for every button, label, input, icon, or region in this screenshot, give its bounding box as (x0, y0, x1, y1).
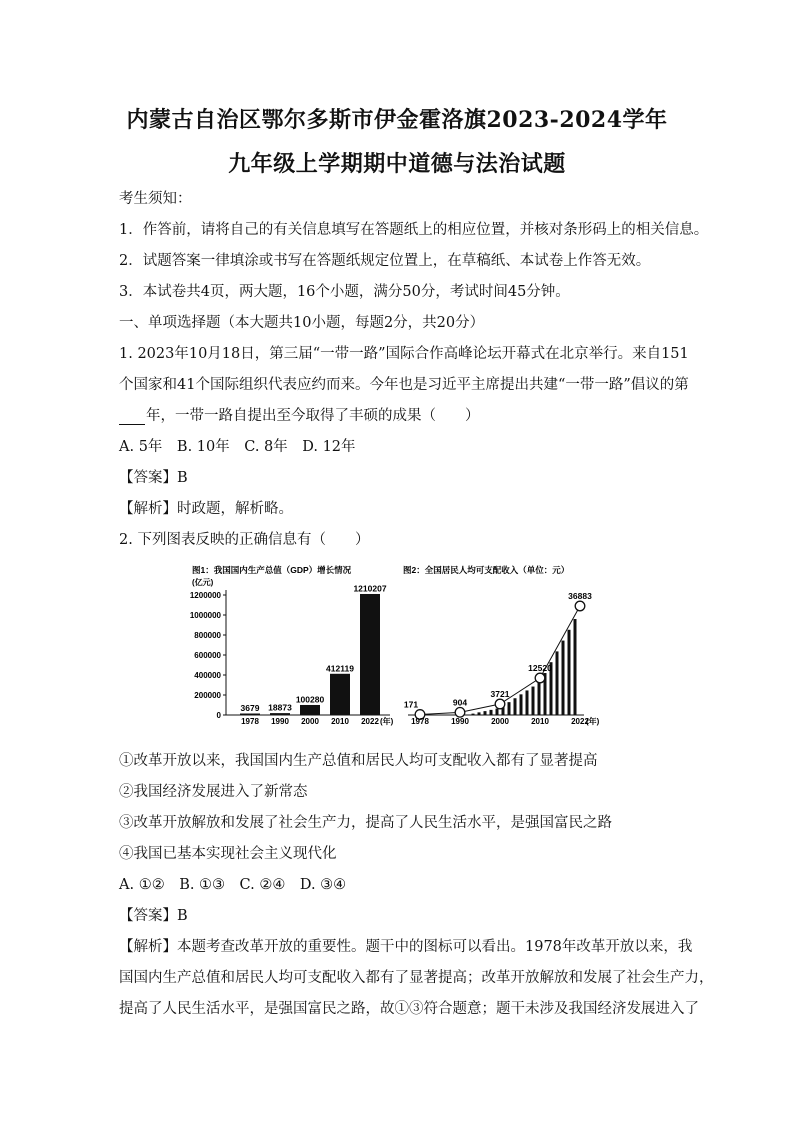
income-stripe (490, 710, 493, 715)
income-stripe (520, 694, 523, 715)
q1-options: A. 5年 B. 10年 C. 8年 D. 12年 (119, 439, 356, 455)
gdp-ytick-label: 1000000 (189, 611, 221, 620)
q1-answer: 【答案】B (119, 470, 188, 486)
notice-item-2: 2．试题答案一律填涂或书写在答题纸规定位置上，在草稿纸、本试卷上作答无效。 (119, 253, 651, 269)
income-value-label: 904 (452, 697, 468, 708)
q2-stem: 2. 下列图表反映的正确信息有（ ） (119, 532, 370, 548)
paper-title-line1: 内蒙古自治区鄂尔多斯市伊金霍洛旗2023-2024学年 (126, 107, 668, 133)
gdp-category-label: 1978 (241, 717, 259, 726)
income-value-label: 3721 (490, 689, 510, 700)
income-stripe (562, 641, 565, 715)
gdp-value-label: 100280 (295, 694, 325, 705)
q1-stem-line1: 1. 2023年10月18日，第三届“一带一路”国际合作高峰论坛开幕式在北京举行。来自151 (119, 346, 689, 362)
gdp-category-label: 2022 (361, 717, 379, 726)
gdp-chart-ylabel: (亿元) (192, 578, 214, 587)
gdp-bar (330, 674, 350, 715)
gdp-ytick-label: 400000 (194, 671, 221, 680)
gdp-value-label: 3679 (240, 703, 260, 713)
gdp-value-label: 1210207 (353, 583, 387, 594)
income-stripe (526, 690, 529, 715)
income-value-label: 36883 (568, 591, 592, 601)
gdp-category-label: 2010 (331, 717, 349, 726)
fill-blank (119, 410, 145, 425)
income-stripe (496, 709, 499, 715)
income-point (575, 601, 585, 611)
income-point (455, 708, 465, 718)
income-category-label: 2000 (491, 717, 509, 726)
q1-stem-line3-text: 年，一带一路自提出至今取得了丰硕的成果（ ） (146, 408, 480, 424)
income-stripe (568, 630, 571, 715)
q2-analysis-line2: 国国内生产总值和居民人均可支配收入都有了显著提高；改革开放解放和发展了社会生产力， (119, 970, 714, 986)
income-value-label: 12520 (528, 662, 552, 673)
q1-analysis: 【解析】时政题，解析略。 (119, 501, 293, 517)
q2-statement-3: ③改革开放解放和发展了社会生产力，提高了人民生活水平，是强国富民之路 (119, 815, 612, 831)
q1-stem-line3 (119, 404, 480, 425)
gdp-ytick-label: 200000 (194, 691, 221, 700)
notice-heading: 考生须知： (119, 191, 192, 207)
income-stripe (532, 687, 535, 715)
gdp-category-label: 2000 (301, 717, 319, 726)
gdp-bar (240, 714, 260, 716)
notice-item-1: 1．作答前，请将自己的有关信息填写在答题纸上的相应位置，并核对条形码上的相关信息。 (119, 222, 709, 238)
gdp-bar-chart (190, 565, 394, 726)
gdp-category-label: 1990 (271, 717, 289, 726)
gdp-ytick-label: 600000 (194, 651, 221, 660)
q2-answer: 【答案】B (119, 908, 188, 924)
income-stripe (472, 714, 475, 715)
income-stripe (478, 712, 481, 715)
income-category-label: 1978 (411, 717, 429, 726)
gdp-ytick-label: 1200000 (189, 591, 221, 600)
income-chart-title: 图2：全国居民人均可支配收入（单位：元） (403, 565, 570, 575)
income-stripe (538, 683, 541, 715)
q2-analysis-line3: 提高了人民生活水平，是强国富民之路，故①③符合题意；题干未涉及我国经济发展进入了 (119, 1001, 699, 1017)
gdp-chart-xlabel: (年) (380, 717, 394, 726)
income-stripe (514, 698, 517, 715)
gdp-ytick-label: 0 (216, 711, 221, 720)
q2-analysis-line1: 【解析】本题考查改革开放的重要性。题干中的图标可以看出。1978年改革开放以来，我 (119, 939, 693, 955)
income-point (535, 673, 545, 683)
q1-stem-line2: 个国家和41个国际组织代表应约而来。今年也是习近平主席提出共建“一带一路”倡议的第 (119, 377, 689, 393)
gdp-bar (300, 705, 320, 715)
gdp-ytick-label: 800000 (194, 631, 221, 640)
gdp-bar (270, 713, 290, 715)
income-category-label: 1990 (451, 717, 469, 726)
gdp-chart-title: 图1：我国国内生产总值（GDP）增长情况 (192, 565, 352, 575)
gdp-bar (360, 594, 380, 715)
income-chart-xlabel: (年) (586, 717, 600, 726)
income-stripe (508, 702, 511, 715)
q2-statement-1: ①改革开放以来，我国国内生产总值和居民人均可支配收入都有了显著提高 (119, 753, 598, 769)
section-heading: 一、单项选择题（本大题共10小题，每题2分，共20分） (119, 315, 485, 331)
q2-options: A. ①② B. ①③ C. ②④ D. ③④ (119, 877, 347, 893)
gdp-value-label: 412119 (326, 663, 354, 674)
income-category-label: 2022 (571, 717, 589, 726)
income-value-label: 171 (403, 699, 419, 710)
q2-statement-4: ④我国已基本实现社会主义现代化 (119, 846, 337, 862)
notice-item-3: 3．本试卷共4页，两大题，16个小题，满分50分，考试时间45分钟。 (119, 284, 570, 300)
paper-title-line2: 九年级上学期期中道德与法治试题 (228, 151, 566, 177)
q2-figure (180, 560, 620, 732)
income-stripe (574, 619, 577, 715)
income-line-chart (403, 565, 600, 726)
income-point (495, 699, 505, 709)
q2-statement-2: ②我国经济发展进入了新常态 (119, 784, 308, 800)
income-category-label: 2010 (531, 717, 549, 726)
income-stripe (484, 711, 487, 715)
income-stripe (556, 651, 559, 715)
gdp-value-label: 18873 (268, 702, 292, 713)
